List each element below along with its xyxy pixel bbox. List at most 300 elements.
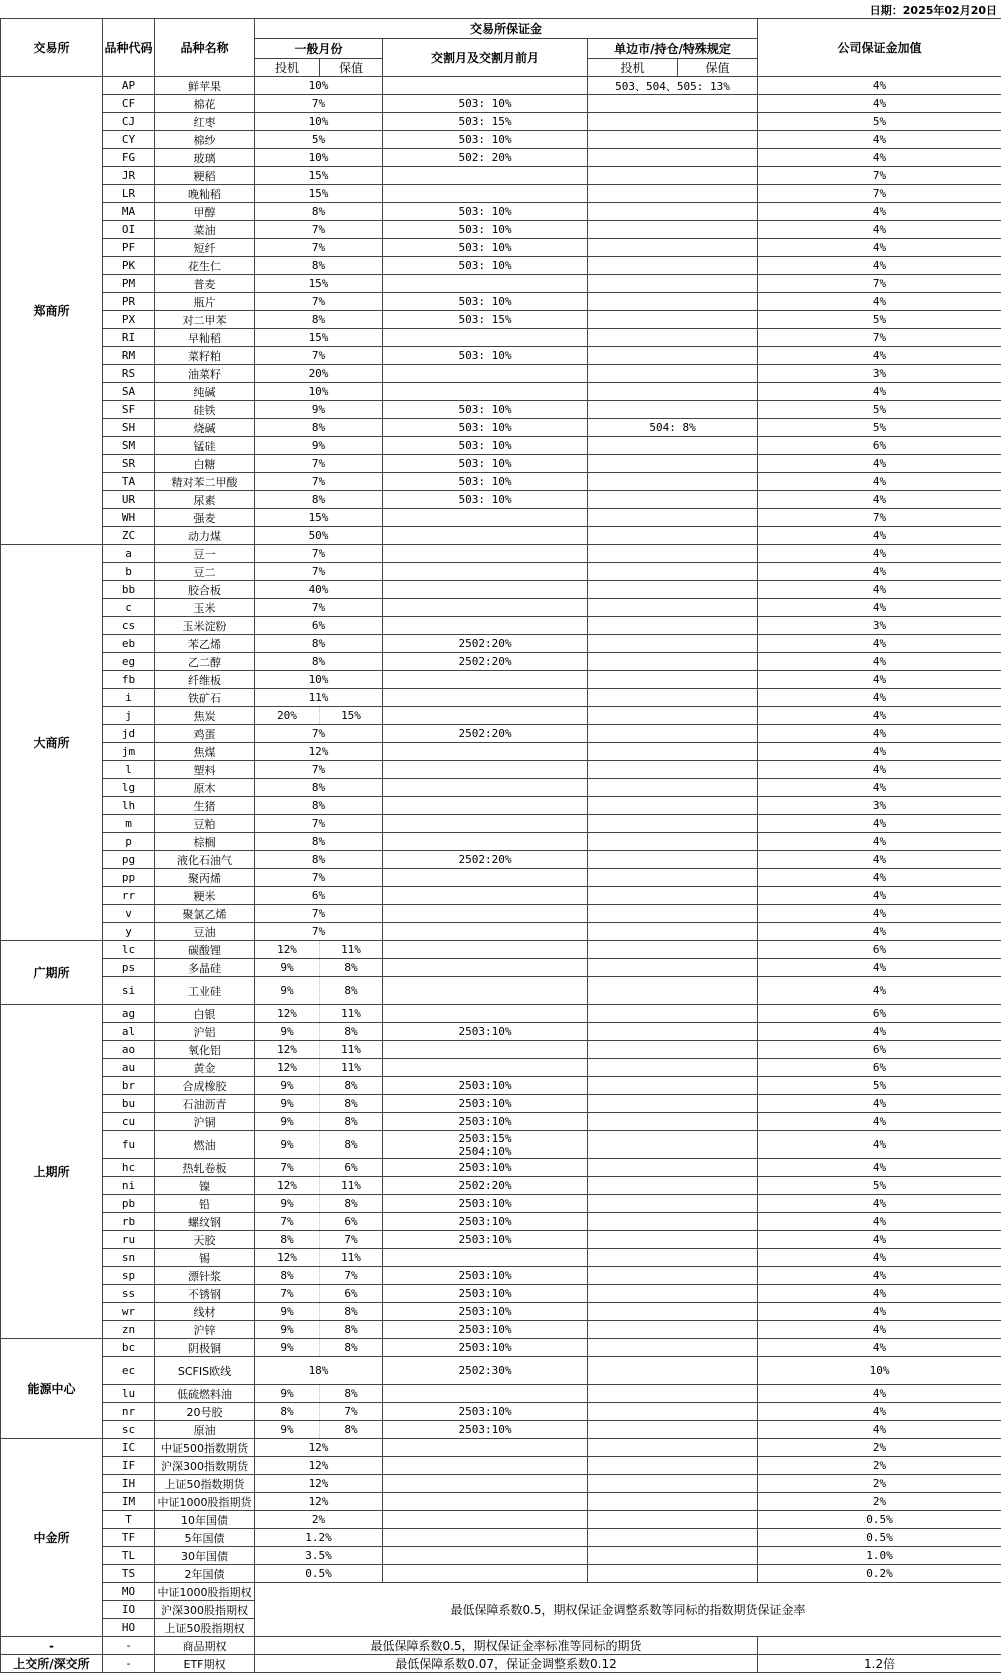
company-addon: 2% <box>758 1475 1001 1493</box>
product-code: PR <box>103 293 155 311</box>
margin-hedge: 7% <box>320 1403 383 1421</box>
product-name: 中证500指数期货 <box>155 1439 255 1457</box>
product-name: 瓶片 <box>155 293 255 311</box>
table-row <box>1 221 1001 239</box>
company-addon: 4% <box>758 491 1001 509</box>
exchange-name: 中金所 <box>1 1439 103 1637</box>
margin-hedge: 8% <box>320 1113 383 1131</box>
company-addon: 4% <box>758 545 1001 563</box>
margin-spec: 9% <box>255 959 320 977</box>
company-addon: 4% <box>758 203 1001 221</box>
margin-hedge: 8% <box>320 959 383 977</box>
company-addon: 4% <box>758 1249 1001 1267</box>
product-code: cu <box>103 1113 155 1131</box>
company-addon: 4% <box>758 1421 1001 1439</box>
margin-delivery <box>383 563 588 581</box>
margin-general: 12% <box>255 1439 383 1457</box>
company-addon: 4% <box>758 1213 1001 1231</box>
company-addon: 4% <box>758 977 1001 1005</box>
company-addon: 4% <box>758 833 1001 851</box>
margin-delivery <box>383 815 588 833</box>
company-addon: 4% <box>758 581 1001 599</box>
margin-delivery <box>383 743 588 761</box>
exchange-name: 大商所 <box>1 545 103 941</box>
product-name: 玉米 <box>155 599 255 617</box>
table-row <box>1 113 1001 131</box>
option-note: 最低保障系数0.07，保证金调整系数0.12 <box>255 1655 758 1673</box>
company-addon: 4% <box>758 1023 1001 1041</box>
company-addon: 10% <box>758 1357 1001 1385</box>
product-name: 纤维板 <box>155 671 255 689</box>
company-addon: 4% <box>758 1303 1001 1321</box>
margin-delivery <box>383 599 588 617</box>
product-name: 上证50指数期货 <box>155 1475 255 1493</box>
margin-special <box>588 815 758 833</box>
company-addon: 7% <box>758 185 1001 203</box>
product-name: 螺纹钢 <box>155 1213 255 1231</box>
margin-special <box>588 959 758 977</box>
header-company: 公司保证金加值 <box>758 19 1001 77</box>
margin-general: 8% <box>255 797 383 815</box>
margin-special <box>588 1249 758 1267</box>
product-name: 天胶 <box>155 1231 255 1249</box>
exchange-name: 广期所 <box>1 941 103 1005</box>
product-name: 工业硅 <box>155 977 255 1005</box>
margin-special <box>588 1303 758 1321</box>
margin-hedge: 11% <box>320 1249 383 1267</box>
company-addon: 4% <box>758 707 1001 725</box>
product-name: 低硫燃料油 <box>155 1385 255 1403</box>
table-row <box>1 1267 1001 1285</box>
margin-delivery <box>383 1511 588 1529</box>
margin-delivery <box>383 1041 588 1059</box>
company-addon: 7% <box>758 275 1001 293</box>
product-code: IH <box>103 1475 155 1493</box>
table-row <box>1 239 1001 257</box>
table-row <box>1 1529 1001 1547</box>
product-name: 甲醇 <box>155 203 255 221</box>
company-addon: 4% <box>758 599 1001 617</box>
margin-special <box>588 797 758 815</box>
product-name: 粳稻 <box>155 167 255 185</box>
product-code: bc <box>103 1339 155 1357</box>
margin-delivery <box>383 923 588 941</box>
product-code: SR <box>103 455 155 473</box>
margin-special <box>588 869 758 887</box>
margin-delivery <box>383 1439 588 1457</box>
company-addon: 2% <box>758 1457 1001 1475</box>
product-code: au <box>103 1059 155 1077</box>
company-addon: 4% <box>758 887 1001 905</box>
margin-spec: 7% <box>255 1213 320 1231</box>
product-name: 豆油 <box>155 923 255 941</box>
margin-general: 10% <box>255 383 383 401</box>
product-name: 沪深300指数期货 <box>155 1457 255 1475</box>
table-row <box>1 833 1001 851</box>
margin-delivery <box>383 977 588 1005</box>
product-code: RS <box>103 365 155 383</box>
product-name: 菜油 <box>155 221 255 239</box>
table-row <box>1 473 1001 491</box>
product-name: 强麦 <box>155 509 255 527</box>
product-code: SF <box>103 401 155 419</box>
company-addon: 4% <box>758 1339 1001 1357</box>
product-name: 粳米 <box>155 887 255 905</box>
product-code: MA <box>103 203 155 221</box>
margin-spec: 9% <box>255 1095 320 1113</box>
margin-delivery <box>383 797 588 815</box>
exchange-name: 上交所/深交所 <box>1 1655 103 1673</box>
margin-special <box>588 1285 758 1303</box>
table-row <box>1 653 1001 671</box>
margin-general: 7% <box>255 221 383 239</box>
table-row <box>1 869 1001 887</box>
product-code: AP <box>103 77 155 95</box>
margin-delivery: 2503:10% <box>383 1023 588 1041</box>
margin-general: 7% <box>255 725 383 743</box>
footer-row <box>1 1637 1001 1655</box>
product-name: 沪深300股指期权 <box>155 1601 255 1619</box>
margin-general: 10% <box>255 77 383 95</box>
margin-general: 6% <box>255 617 383 635</box>
product-name: 早籼稻 <box>155 329 255 347</box>
margin-delivery: 503: 10% <box>383 491 588 509</box>
margin-special <box>588 347 758 365</box>
margin-special <box>588 275 758 293</box>
product-name: 多晶硅 <box>155 959 255 977</box>
margin-general: 50% <box>255 527 383 545</box>
table-row <box>1 1457 1001 1475</box>
product-code: b <box>103 563 155 581</box>
company-addon: 5% <box>758 401 1001 419</box>
product-name: ETF期权 <box>155 1655 255 1673</box>
table-row <box>1 1511 1001 1529</box>
margin-hedge: 8% <box>320 1131 383 1159</box>
table-row <box>1 545 1001 563</box>
margin-special <box>588 599 758 617</box>
margin-spec: 8% <box>255 1403 320 1421</box>
table-row <box>1 1131 1001 1159</box>
margin-general: 7% <box>255 545 383 563</box>
company-addon: 4% <box>758 923 1001 941</box>
margin-spec: 9% <box>255 1077 320 1095</box>
margin-special <box>588 1077 758 1095</box>
product-name: 10年国债 <box>155 1511 255 1529</box>
table-row <box>1 1385 1001 1403</box>
product-code: ag <box>103 1005 155 1023</box>
margin-general: 7% <box>255 923 383 941</box>
product-code: - <box>103 1655 155 1673</box>
product-code: fb <box>103 671 155 689</box>
margin-spec: 8% <box>255 1267 320 1285</box>
margin-delivery <box>383 689 588 707</box>
margin-general: 7% <box>255 905 383 923</box>
margin-special <box>588 1159 758 1177</box>
margin-spec: 12% <box>255 941 320 959</box>
margin-delivery: 2503:10% <box>383 1113 588 1131</box>
product-code: bb <box>103 581 155 599</box>
margin-special <box>588 1511 758 1529</box>
product-name: 锡 <box>155 1249 255 1267</box>
margin-delivery: 503: 10% <box>383 437 588 455</box>
table-row <box>1 689 1001 707</box>
company-addon: 4% <box>758 779 1001 797</box>
margin-delivery: 2502:20% <box>383 635 588 653</box>
table-row <box>1 1095 1001 1113</box>
margin-delivery <box>383 779 588 797</box>
margin-hedge: 6% <box>320 1213 383 1231</box>
table-row <box>1 761 1001 779</box>
product-code: CJ <box>103 113 155 131</box>
margin-general: 12% <box>255 1457 383 1475</box>
product-code: SM <box>103 437 155 455</box>
margin-general: 8% <box>255 653 383 671</box>
product-name: 不锈钢 <box>155 1285 255 1303</box>
product-code: TL <box>103 1547 155 1565</box>
product-name: 棉花 <box>155 95 255 113</box>
margin-spec: 9% <box>255 1339 320 1357</box>
company-addon: 4% <box>758 653 1001 671</box>
margin-hedge: 8% <box>320 1339 383 1357</box>
table-row <box>1 923 1001 941</box>
margin-special <box>588 761 758 779</box>
company-addon: 4% <box>758 149 1001 167</box>
exchange-name: 郑商所 <box>1 77 103 545</box>
company-addon: 4% <box>758 527 1001 545</box>
company-addon: 6% <box>758 1005 1001 1023</box>
margin-delivery <box>383 1493 588 1511</box>
margin-delivery <box>383 833 588 851</box>
product-code: ru <box>103 1231 155 1249</box>
report-date: 日期：2025年02月20日 <box>869 4 997 17</box>
margin-special <box>588 1403 758 1421</box>
margin-special <box>588 707 758 725</box>
table-row <box>1 257 1001 275</box>
company-addon: 5% <box>758 113 1001 131</box>
margin-special <box>588 149 758 167</box>
product-name: 铅 <box>155 1195 255 1213</box>
margin-delivery: 2503:10% <box>383 1403 588 1421</box>
table-row <box>1 1177 1001 1195</box>
margin-special <box>588 1357 758 1385</box>
margin-spec: 9% <box>255 1195 320 1213</box>
product-name: 菜籽粕 <box>155 347 255 365</box>
product-name: 动力煤 <box>155 527 255 545</box>
company-addon: 4% <box>758 455 1001 473</box>
margin-delivery: 2503:10% <box>383 1303 588 1321</box>
margin-general: 15% <box>255 185 383 203</box>
product-name: 塑料 <box>155 761 255 779</box>
margin-hedge: 11% <box>320 1041 383 1059</box>
table-row <box>1 1005 1001 1023</box>
table-row <box>1 455 1001 473</box>
product-code: JR <box>103 167 155 185</box>
margin-special <box>588 1195 758 1213</box>
margin-special <box>588 113 758 131</box>
margin-delivery: 2502:20% <box>383 1177 588 1195</box>
delivery-line: 2503:15% <box>458 1131 512 1145</box>
margin-spec: 9% <box>255 1421 320 1439</box>
header-special: 单边市/持仓/特殊规定 <box>588 39 758 59</box>
margin-delivery <box>383 617 588 635</box>
product-name: 中证1000股指期权 <box>155 1583 255 1601</box>
table-row <box>1 167 1001 185</box>
margin-spec: 12% <box>255 1177 320 1195</box>
product-name: 合成橡胶 <box>155 1077 255 1095</box>
product-name: 尿素 <box>155 491 255 509</box>
product-name: 石油沥青 <box>155 1095 255 1113</box>
margin-special <box>588 185 758 203</box>
product-name: 聚氯乙烯 <box>155 905 255 923</box>
margin-general: 8% <box>255 203 383 221</box>
product-code: SA <box>103 383 155 401</box>
margin-general: 5% <box>255 131 383 149</box>
margin-hedge: 15% <box>320 707 383 725</box>
product-name: 焦煤 <box>155 743 255 761</box>
margin-special <box>588 833 758 851</box>
margin-special: 503、504、505: 13% <box>588 77 758 95</box>
product-code: FG <box>103 149 155 167</box>
product-name: 精对苯二甲酸 <box>155 473 255 491</box>
product-name: 沪铜 <box>155 1113 255 1131</box>
table-row <box>1 95 1001 113</box>
company-addon: 4% <box>758 473 1001 491</box>
table-row <box>1 1213 1001 1231</box>
product-code: MO <box>103 1583 155 1601</box>
product-code: TA <box>103 473 155 491</box>
margin-delivery: 503: 10% <box>383 419 588 437</box>
product-name: 短纤 <box>155 239 255 257</box>
product-name: 氧化铝 <box>155 1041 255 1059</box>
margin-spec: 12% <box>255 1005 320 1023</box>
table-row <box>1 203 1001 221</box>
company-addon: 3% <box>758 365 1001 383</box>
margin-delivery: 2502:30% <box>383 1357 588 1385</box>
product-code: WH <box>103 509 155 527</box>
margin-general: 15% <box>255 329 383 347</box>
margin-delivery <box>383 185 588 203</box>
margin-hedge: 7% <box>320 1231 383 1249</box>
table-row <box>1 329 1001 347</box>
product-code: lu <box>103 1385 155 1403</box>
margin-delivery: 2502:20% <box>383 851 588 869</box>
margin-general: 10% <box>255 671 383 689</box>
margin-general: 0.5% <box>255 1565 383 1583</box>
margin-delivery <box>383 707 588 725</box>
margin-delivery: 503: 10% <box>383 401 588 419</box>
table-row <box>1 1357 1001 1385</box>
table-row <box>1 779 1001 797</box>
margin-general: 12% <box>255 743 383 761</box>
company-addon: 4% <box>758 815 1001 833</box>
margin-special <box>588 1059 758 1077</box>
product-code: IO <box>103 1601 155 1619</box>
exchange-name: 上期所 <box>1 1005 103 1339</box>
company-addon: 3% <box>758 617 1001 635</box>
margin-spec: 12% <box>255 1041 320 1059</box>
company-addon: 4% <box>758 563 1001 581</box>
margin-special <box>588 1565 758 1583</box>
margin-general: 7% <box>255 239 383 257</box>
table-row <box>1 1059 1001 1077</box>
margin-special <box>588 365 758 383</box>
product-code: PX <box>103 311 155 329</box>
company-addon: 4% <box>758 131 1001 149</box>
margin-hedge: 8% <box>320 1023 383 1041</box>
company-addon: 4% <box>758 1385 1001 1403</box>
margin-delivery <box>383 905 588 923</box>
header-exchange: 交易所 <box>1 19 103 77</box>
table-row <box>1 293 1001 311</box>
margin-general: 7% <box>255 95 383 113</box>
company-addon: 4% <box>758 383 1001 401</box>
margin-delivery: 2503:10% <box>383 1077 588 1095</box>
product-name: 豆一 <box>155 545 255 563</box>
product-code: si <box>103 977 155 1005</box>
product-code: jm <box>103 743 155 761</box>
company-addon: 4% <box>758 1267 1001 1285</box>
margin-delivery: 2502:20% <box>383 653 588 671</box>
product-name: 乙二醇 <box>155 653 255 671</box>
product-name: 上证50股指期权 <box>155 1619 255 1637</box>
margin-delivery <box>383 1475 588 1493</box>
margin-delivery <box>383 545 588 563</box>
margin-special <box>588 1005 758 1023</box>
product-name: 白银 <box>155 1005 255 1023</box>
product-code: eg <box>103 653 155 671</box>
product-code: bu <box>103 1095 155 1113</box>
margin-delivery <box>383 329 588 347</box>
product-name: 豆二 <box>155 563 255 581</box>
margin-general: 2% <box>255 1511 383 1529</box>
table-row <box>1 1041 1001 1059</box>
margin-special <box>588 545 758 563</box>
table-row <box>1 149 1001 167</box>
margin-general: 11% <box>255 689 383 707</box>
margin-special <box>588 167 758 185</box>
product-code: al <box>103 1023 155 1041</box>
company-addon: 7% <box>758 329 1001 347</box>
margin-general: 7% <box>255 869 383 887</box>
margin-special <box>588 1321 758 1339</box>
table-row <box>1 635 1001 653</box>
company-addon: 4% <box>758 1159 1001 1177</box>
product-code: rb <box>103 1213 155 1231</box>
product-code: lg <box>103 779 155 797</box>
margin-general: 1.2% <box>255 1529 383 1547</box>
product-name: 烧碱 <box>155 419 255 437</box>
header-delivery: 交割月及交割月前月 <box>383 39 588 77</box>
table-header <box>1 19 1001 77</box>
margin-special <box>588 779 758 797</box>
margin-general: 7% <box>255 473 383 491</box>
product-name: 聚丙烯 <box>155 869 255 887</box>
table-row <box>1 1547 1001 1565</box>
margin-spec: 9% <box>255 1023 320 1041</box>
company-addon: 7% <box>758 167 1001 185</box>
margin-delivery <box>383 581 588 599</box>
table-row <box>1 1249 1001 1267</box>
product-code: lc <box>103 941 155 959</box>
table-row <box>1 1231 1001 1249</box>
margin-special <box>588 635 758 653</box>
margin-special <box>588 581 758 599</box>
margin-hedge: 8% <box>320 1385 383 1403</box>
margin-spec: 9% <box>255 1131 320 1159</box>
margin-spec: 9% <box>255 1321 320 1339</box>
margin-general: 7% <box>255 347 383 365</box>
margin-delivery <box>383 1249 588 1267</box>
